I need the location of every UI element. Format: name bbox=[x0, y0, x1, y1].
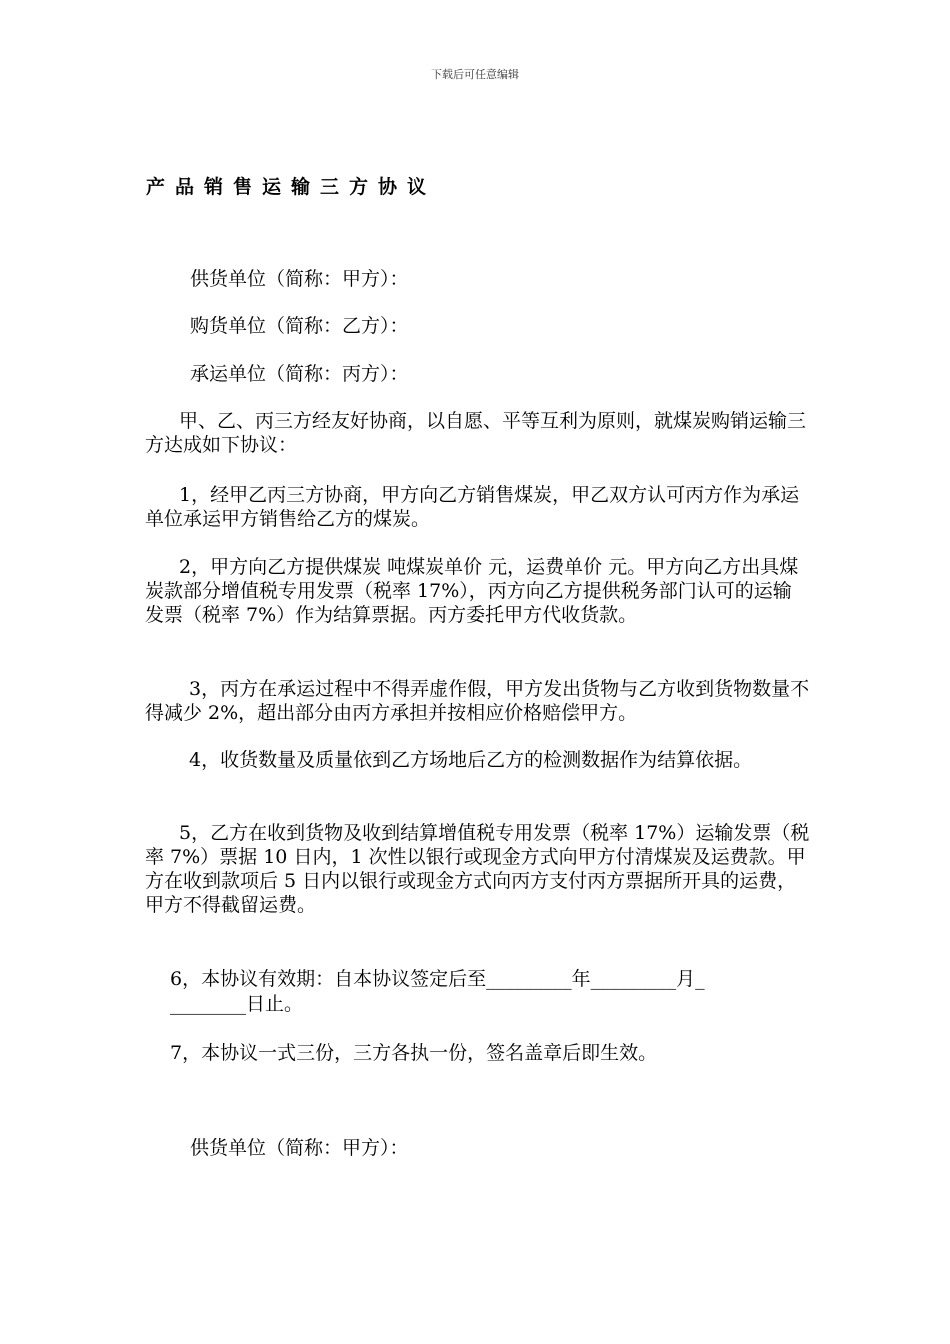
signature-party-a: 供货单位（简称：甲方）： bbox=[190, 1137, 409, 1159]
document-title: 产品销售运输三方协议 bbox=[146, 176, 437, 198]
clause-4: 4，收货数量及质量依到乙方场地后乙方的检测数据作为结算依据。 bbox=[189, 749, 753, 771]
clause-2: 2，甲方向乙方提供煤炭 吨煤炭单价 元，运费单价 元。甲方向乙方出具煤炭款部分增值税专用发票（税率 17%），丙方向乙方提供税务部门认可的运输发票（税率 7%）作为结算票据。丙方委托甲方代收货款。 bbox=[145, 556, 799, 626]
clause-3: 3，丙方在承运过程中不得弄虚作假，甲方发出货物与乙方收到货物数量不得减少 2%，超出部分由丙方承担并按相应价格赔偿甲方。 bbox=[145, 678, 810, 724]
page-header-note: 下载后可任意编辑 bbox=[431, 68, 519, 81]
clause-5: 5，乙方在收到货物及收到结算增值税专用发票（税率 17%）运输发票（税率 7%）票据 10 日内，1 次性以银行或现金方式向甲方付清煤炭及运费款。甲方在收到款项后 5 日内以银行或现金方式向丙方支付丙方票据所开具的运费，甲方不得截留运费。 bbox=[145, 822, 810, 916]
party-b-line: 购货单位（简称：乙方）： bbox=[190, 315, 409, 337]
party-a-line: 供货单位（简称：甲方）： bbox=[190, 268, 409, 290]
clause-6-line-1: 6，本协议有效期：自本协议签定后至_________年_________月_ bbox=[170, 968, 705, 990]
intro-paragraph: 甲、乙、丙三方经友好协商，以自愿、平等互利为原则，就煤炭购销运输三方达成如下协议： bbox=[145, 410, 807, 456]
clause-7: 7，本协议一式三份，三方各执一份，签名盖章后即生效。 bbox=[170, 1042, 658, 1064]
clause-6-line-2: ________日止。 bbox=[170, 993, 304, 1015]
clause-1: 1，经甲乙丙三方协商，甲方向乙方销售煤炭，甲乙双方认可丙方作为承运单位承运甲方销售给乙方的煤炭。 bbox=[145, 484, 800, 530]
party-c-line: 承运单位（简称：丙方）： bbox=[190, 363, 409, 385]
